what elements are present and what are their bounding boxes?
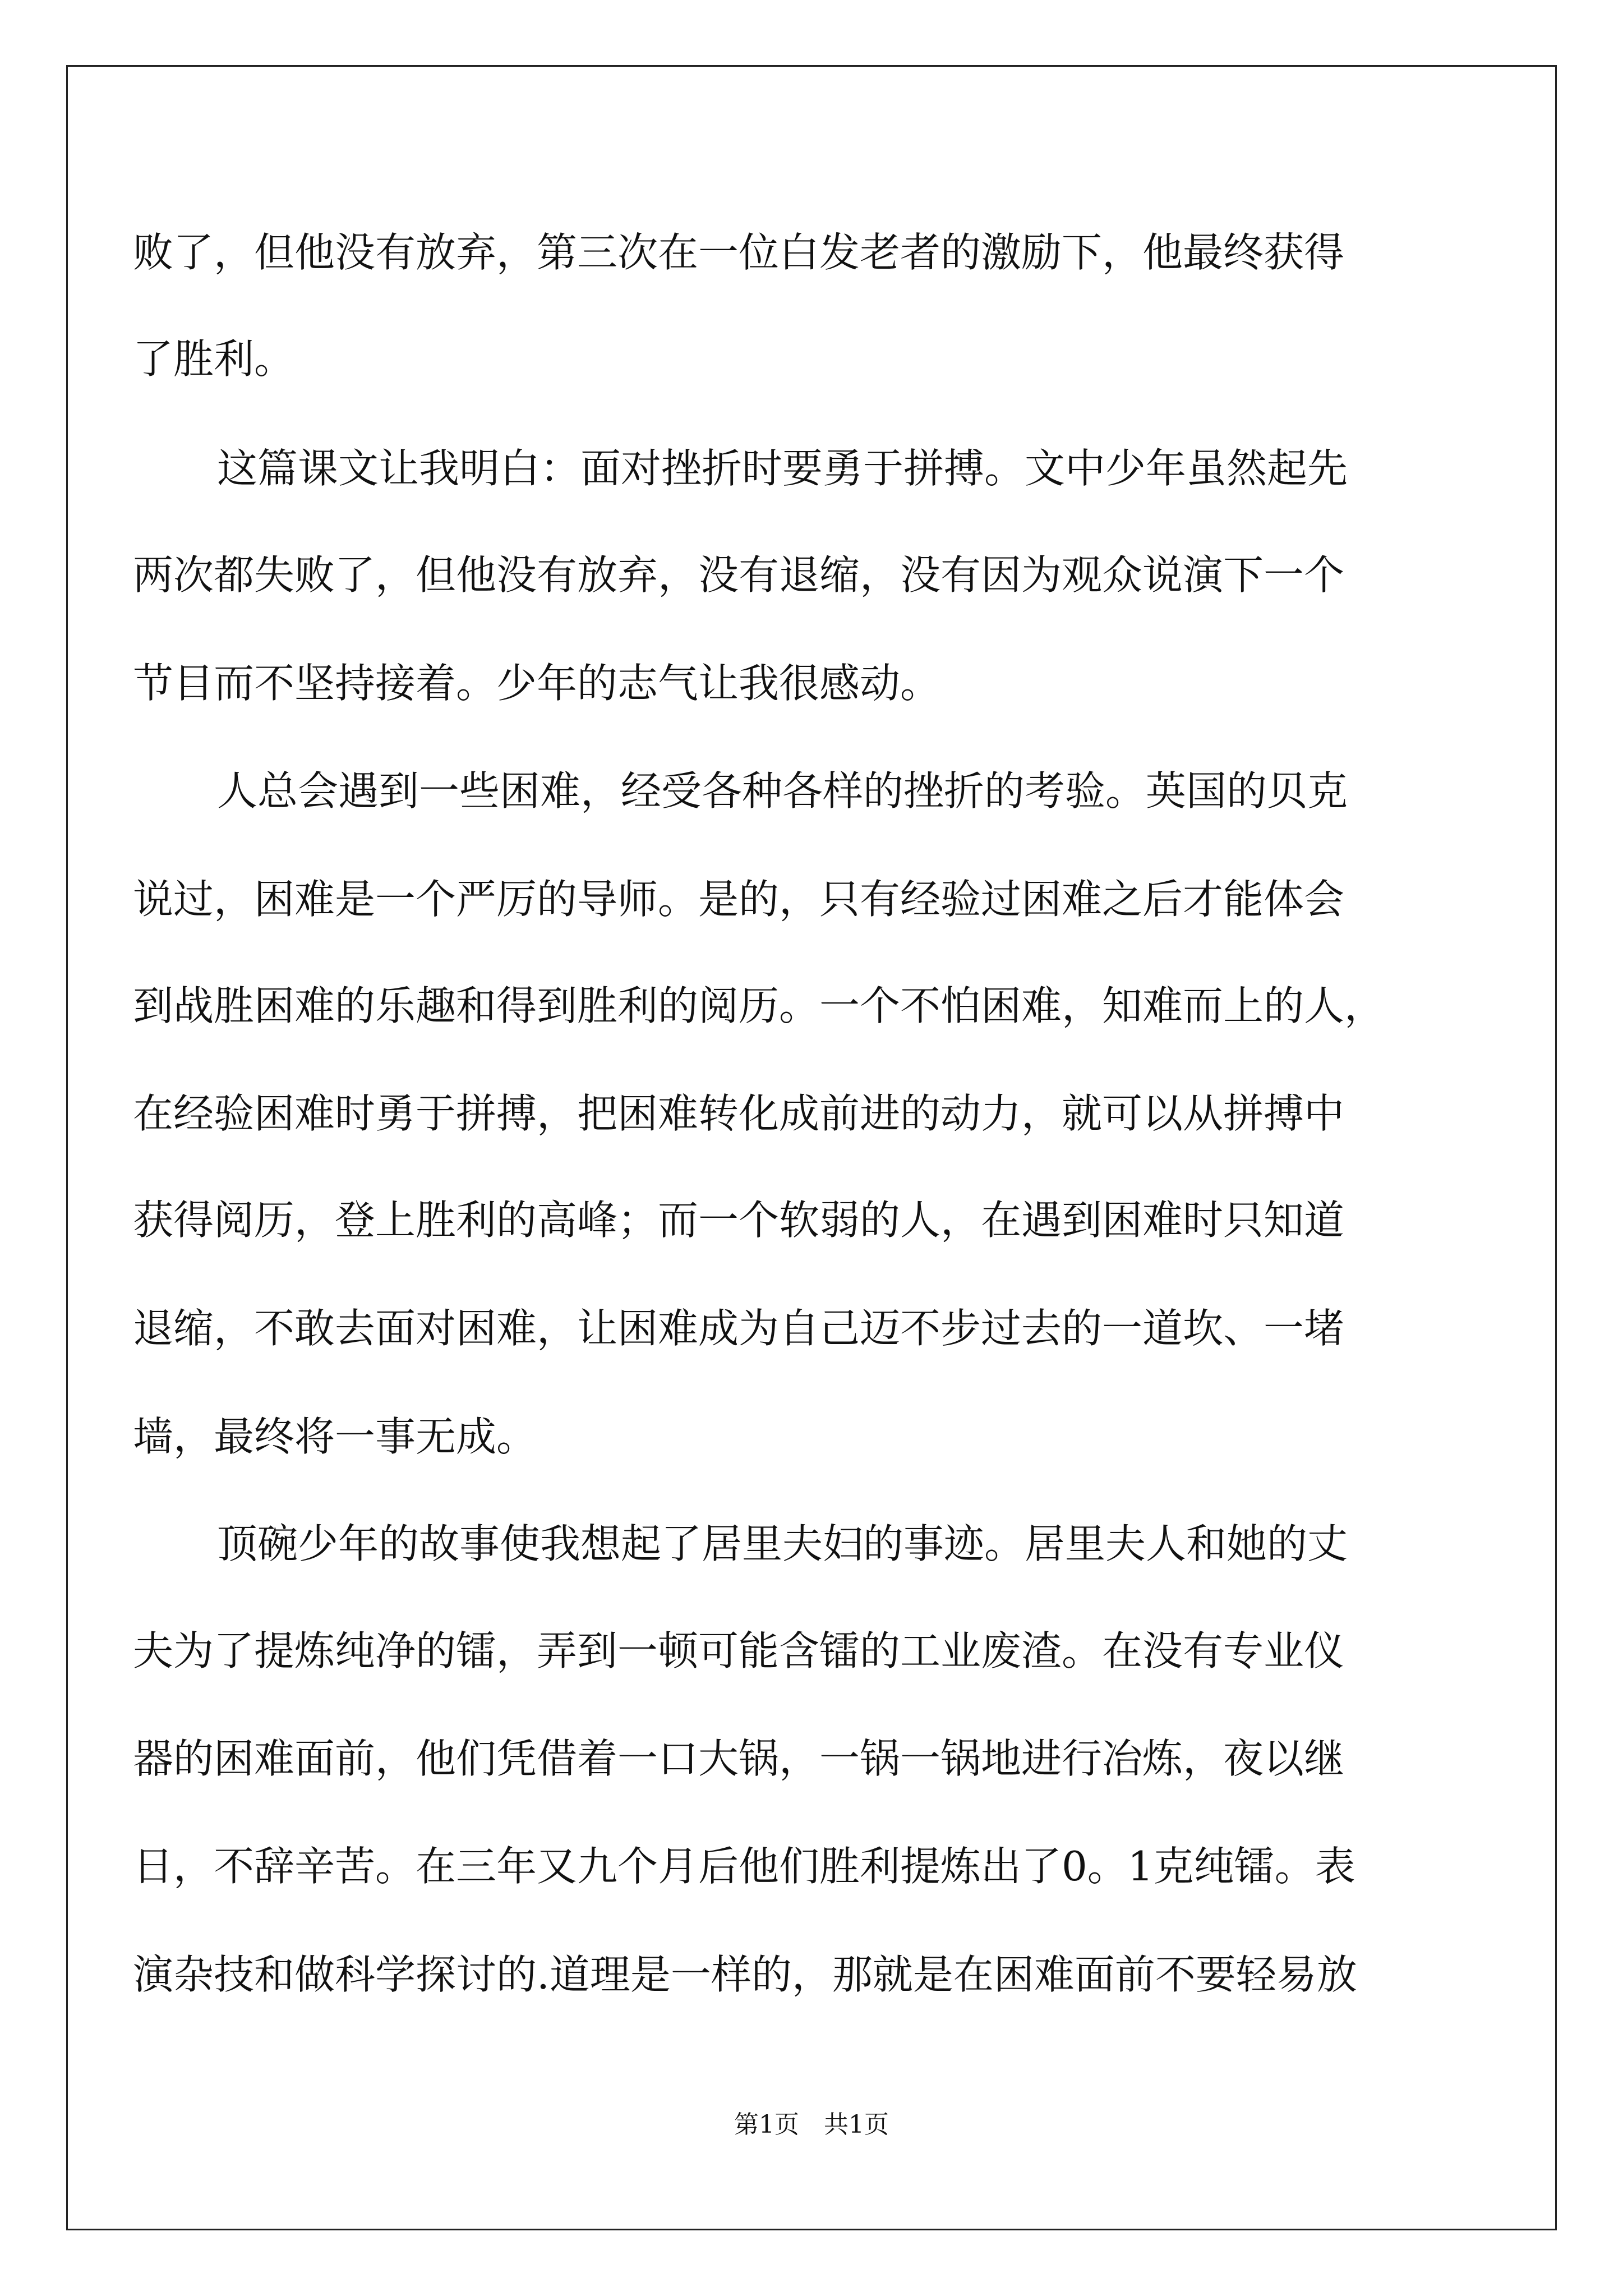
text-line: 节目而不坚持接着。少年的志气让我很感动。 (133, 660, 941, 707)
paragraph-start: 人总会遇到一些困难，经受各种各样的挫折的考验。英国的贝克 (217, 767, 1348, 815)
text-line: 墙，最终将一事无成。 (133, 1413, 537, 1460)
text-line: 两次都失败了，但他没有放弃，没有退缩，没有因为观众说演下一个 (133, 551, 1345, 599)
paragraph-start: 这篇课文让我明白：面对挫折时要勇于拼搏。文中少年虽然起先 (217, 445, 1348, 492)
paragraph-start: 顶碗少年的故事使我想起了居里夫妇的事迹。居里夫人和她的丈 (217, 1520, 1348, 1567)
text-line: 器的困难面前，他们凭借着一口大锅，一锅一锅地进行冶炼，夜以继 (133, 1735, 1345, 1782)
page-number: 第1页 共1页 (734, 2110, 889, 2139)
text-line: 夫为了提炼纯净的镭，弄到一顿可能含镭的工业废渣。在没有专业仪 (133, 1627, 1345, 1674)
text-line: 败了，但他没有放弃，第三次在一位白发老者的激励下，他最终获得 (133, 229, 1345, 276)
text-line: 了胜利。 (133, 335, 295, 383)
text-line: 到战胜困难的乐趣和得到胜利的阅历。一个不怕困难，知难而上的人， (133, 982, 1385, 1029)
text-line: 退缩，不敢去面对困难，让困难成为自己迈不步过去的一道坎、一堵 (133, 1305, 1345, 1352)
text-line: 日，不辞辛苦。在三年又九个月后他们胜利提炼出了0。1克纯镭。表 (133, 1843, 1355, 1890)
text-line: 说过，困难是一个严厉的导师。是的，只有经验过困难之后才能体会 (133, 876, 1345, 923)
text-line: 在经验困难时勇于拼搏，把困难转化成前进的动力，就可以从拼搏中 (133, 1090, 1345, 1137)
text-line: 获得阅历，登上胜利的高峰；而一个软弱的人，在遇到困难时只知道 (133, 1197, 1345, 1244)
text-line: 演杂技和做科学探讨的.道理是一样的，那就是在困难面前不要轻易放 (133, 1951, 1357, 1998)
page-border (66, 65, 1557, 2230)
